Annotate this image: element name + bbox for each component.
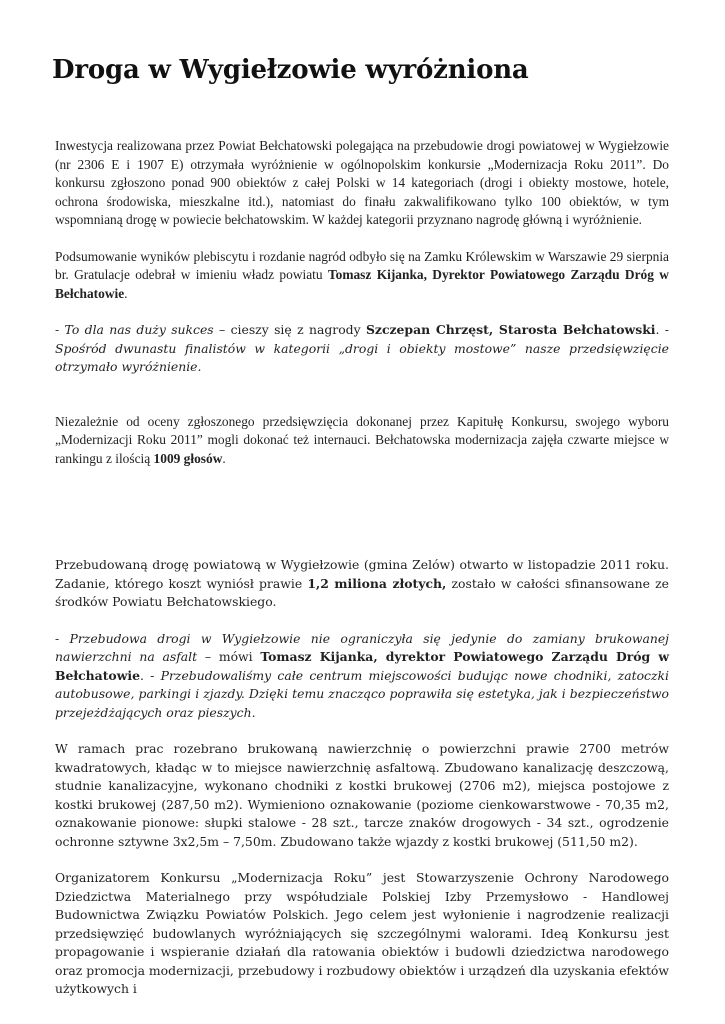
article-body bbox=[55, 137, 669, 1017]
paragraph-opening bbox=[55, 556, 669, 612]
paragraph-director-quote bbox=[55, 630, 669, 723]
opening-text-1: Przebudowaną drogę powiatową w Wygiełzowie (gmina Zelów) otwarto w listopadzie 2011 roku. Zadanie, którego koszt wyniósł prawie bbox=[55, 557, 669, 591]
ceremony-recipient: Tomasz Kijanka, Dyrektor Powiatowego Zarządu Dróg w Bełchatowie bbox=[55, 267, 669, 301]
opening-cost: 1,2 miliona złotych, bbox=[307, 575, 447, 591]
starost-quote-attrib: – cieszy się z nagrody bbox=[213, 322, 366, 337]
paragraph-organizer: Organizatorem Konkursu „Modernizacja Roku” jest Stowarzyszenie Ochrony Narodowego Dziedzictwa Materialnego przy współudziale Polskiej Izby Przemysłowo - Handlowej Budownictwa Związku Powiatów Polskich. Jego celem jest wyłonienie i nagrodzenie realizacji przedsięwzięć budowlanych wyróżniających się szczególnymi walorami. Ideą Konkursu jest propagowanie i wspieranie działań dla ratowania obiektów i budowli dziedzictwa narodowego oraz promocja modernizacji, przebudowy i rozbudowy obiektów i urządzeń dla uzyskania efektów użytkowych i bbox=[55, 870, 669, 996]
spacer bbox=[55, 486, 669, 556]
article-title: Droga w Wygiełzowie wyróżniona bbox=[52, 55, 529, 85]
director-sep: . - bbox=[139, 667, 161, 683]
vote-text: Niezależnie od oceny zgłoszonego przedsięwzięcia dokonanej przez Kapitułę Konkursu, swojego wyboru „Modernizacji Roku 2011” mogli dokonać też internauci. Bełchatowska modernizacja zajęła czwarte miejsce w rankingu z ilością bbox=[55, 413, 669, 466]
director-quote-1: - Przebudowa drogi w Wygiełzowie nie ograniczyła się jedynie do zamiany brukowanej nawierzchni na asfalt bbox=[55, 630, 669, 664]
paragraph-internet-vote bbox=[55, 413, 669, 469]
director-attrib: – mówi bbox=[197, 649, 261, 664]
director-quote-2: Przebudowaliśmy całe centrum miejscowości budując nowe chodniki, zatoczki autobusowe, parkingi i zjazdy. Dzięki temu znacząco poprawiła się estetyka, jak i bezpieczeństwo przejeżdżających oraz pieszych bbox=[55, 667, 669, 720]
ceremony-text: Podsumowanie wyników plebiscytu i rozdanie nagród odbyło się na Zamku Królewskim w Warszawie 29 sierpnia br. Gratulacje odebrał w imieniu władz powiatu bbox=[55, 248, 669, 282]
spacer bbox=[55, 395, 669, 413]
ceremony-end: . bbox=[124, 285, 128, 301]
starost-sep: . - bbox=[655, 322, 669, 337]
starost-quote-1: - To dla nas duży sukces bbox=[55, 322, 214, 337]
paragraph-ceremony bbox=[55, 248, 669, 304]
starost-name: Szczepan Chrzęst, Starosta Bełchatowski bbox=[365, 322, 656, 337]
vote-count: 1009 głosów bbox=[153, 450, 223, 466]
opening-text-2: zostało w całości sfinansowane ze środków Powiatu Bełchatowskiego. bbox=[55, 575, 669, 609]
paragraph-intro: Inwestycja realizowana przez Powiat Bełchatowski polegająca na przebudowie drogi powiatowej w Wygiełzowie (nr 2306 E i 1907 E) otrzymała wyróżnienie w ogólnopolskim konkursie „Modernizacja Roku 2011”. Do konkursu zgłoszono ponad 900 obiektów z całej Polski w 14 kategoriach (drogi i obiekty mostowe, hotele, ochrona środowiska, mieszkalne itd.), natomiast do finału zakwalifikowano tylko 100 obiektów, w tym wspomnianą drogę w powiecie bełchatowskim. W każdej kategorii przyznano nagrodę główną i wyróżnienie. bbox=[55, 138, 669, 227]
director-end: . bbox=[251, 704, 256, 720]
paragraph-starost-quote bbox=[55, 321, 669, 377]
director-name: Tomasz Kijanka, dyrektor Powiatowego Zarządu Dróg w Bełchatowie bbox=[55, 649, 669, 683]
paragraph-works: W ramach prac rozebrano brukowaną nawierzchnię o powierzchni prawie 2700 metrów kwadratowych, kładąc w to miejsce nawierzchnię asfaltową. Zbudowano kanalizację deszczową, studnie kanalizacyjne, wykonano chodniki z kostki brukowej (2706 m2), miejsca postojowe z kostki brukowej (287,50 m2). Wymieniono oznakowanie (poziome cienkowarstwowe - 70,35 m2, oznakowanie pionowe: słupki stalowe - 28 szt., tarcze znaków drogowych - 34 szt., ogrodzenie ochronne sztywne 3x2,5m – 7,50m. Zbudowano także wjazdy z kostki brukowej (511,50 m2). bbox=[55, 741, 669, 849]
starost-quote-2: Spośród dwunastu finalistów w kategorii „drogi i obiekty mostowe” nasze przedsięwzięcie otrzymało wyróżnienie. bbox=[55, 340, 669, 374]
vote-end: . bbox=[222, 450, 226, 466]
